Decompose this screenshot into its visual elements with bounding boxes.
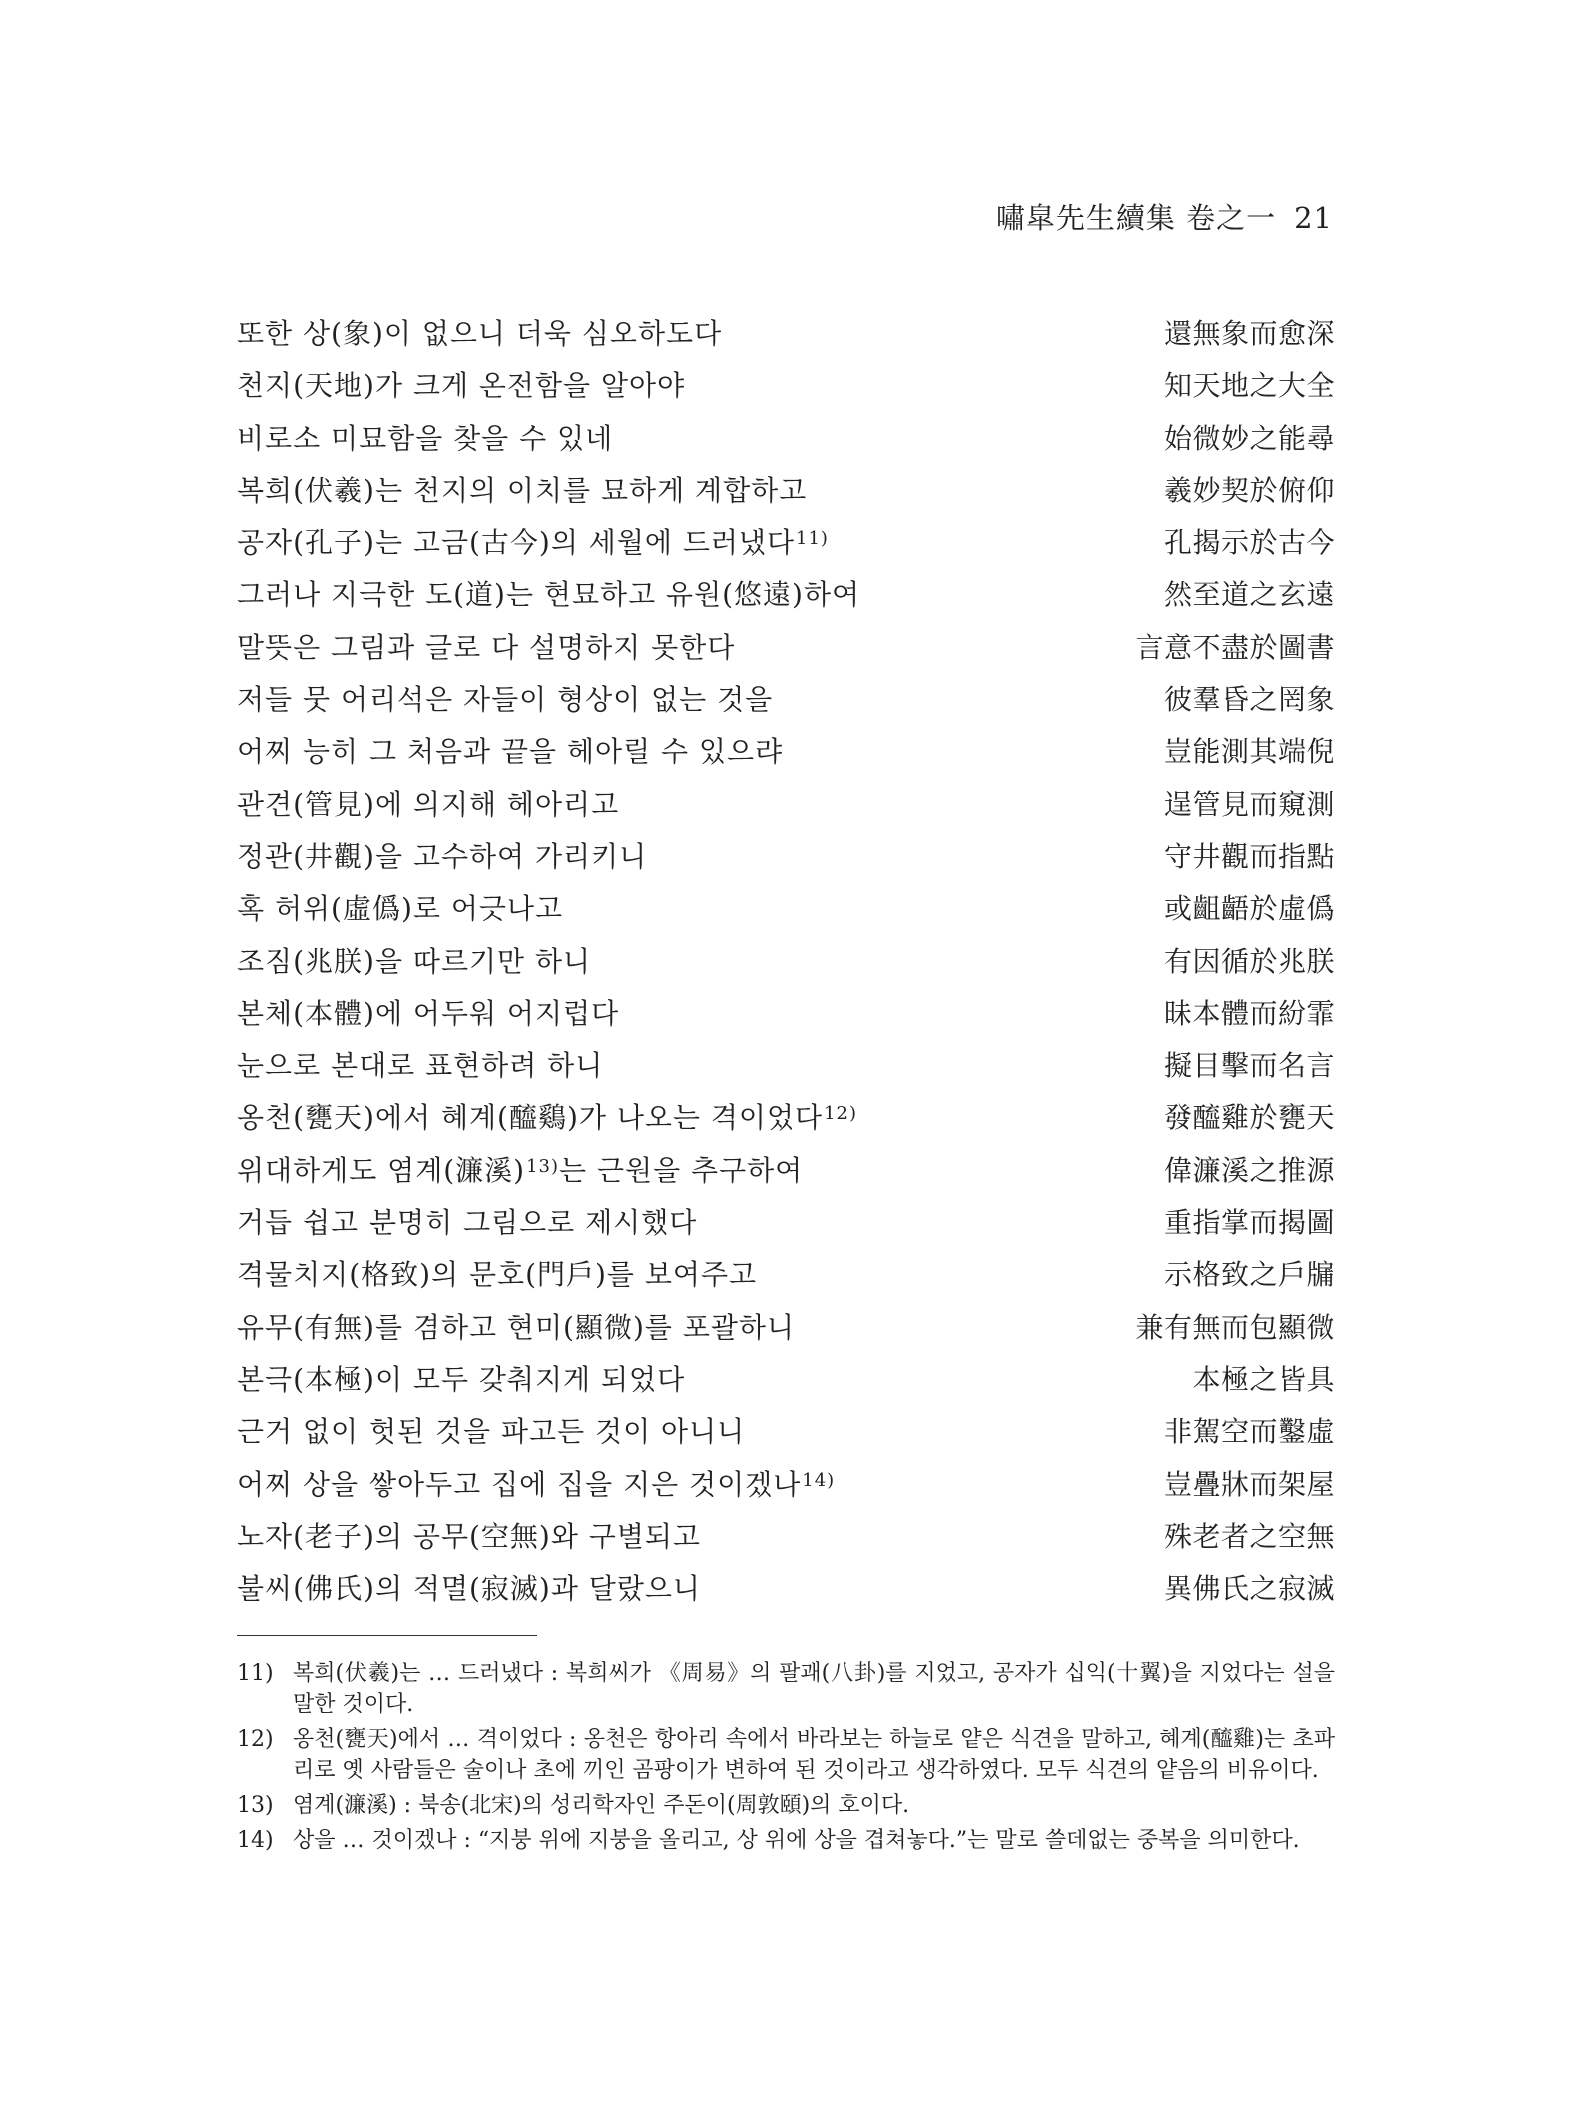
verse-hanja: 擬目擊而名言 bbox=[1163, 1049, 1335, 1083]
verse-hanja: 言意不盡於圖書 bbox=[1135, 630, 1335, 664]
verse-line bbox=[237, 1459, 1335, 1511]
footnote-marker[interactable]: 12) bbox=[824, 1103, 858, 1125]
verse-korean-wrap bbox=[237, 1459, 835, 1511]
verse-line bbox=[237, 988, 1335, 1040]
verse-korean: 비로소 미묘함을 찾을 수 있네 bbox=[237, 421, 614, 455]
verse-korean: 노자(老子)의 공무(空無)와 구별되고 bbox=[237, 1519, 701, 1553]
footnote-number: 13) bbox=[237, 1793, 274, 1818]
verse-korean: 말뜻은 그림과 글로 다 설명하지 못한다 bbox=[237, 630, 736, 664]
verse-korean: 혹 허위(虛僞)로 어긋나고 bbox=[237, 892, 564, 926]
footnote-text: 옹천(甕天)에서 … 격이었다 : 옹천은 항아리 속에서 바라보는 하늘로 얕은 식견을 말하고, 혜계(醯雞)는 초파리로 옛 사람들은 술이나 초에 끼인 곰팡이가 변하여 된 것이라고 생각하였다. 모두 식견의 얕음의 비유이다. bbox=[293, 1727, 1335, 1783]
verse-korean: 불씨(佛氏)의 적멸(寂滅)과 달랐으니 bbox=[237, 1572, 701, 1606]
verse-hanja: 非駕空而鑿虛 bbox=[1163, 1415, 1335, 1449]
verse-korean: 관견(管見)에 의지해 헤아리고 bbox=[237, 787, 620, 821]
footnote-marker[interactable]: 14) bbox=[802, 1469, 836, 1491]
footnote-number: 14) bbox=[237, 1828, 274, 1853]
verse-hanja: 殊老者之空無 bbox=[1163, 1519, 1335, 1553]
verse-hanja: 昧本體而紛霏 bbox=[1163, 996, 1335, 1030]
verse-line bbox=[237, 308, 1335, 360]
verse-hanja: 有因循於兆朕 bbox=[1163, 944, 1335, 978]
verse-hanja: 本極之皆具 bbox=[1192, 1362, 1335, 1396]
footnote-marker[interactable]: 13) bbox=[526, 1155, 560, 1177]
verse-hanja: 兼有無而包顯微 bbox=[1135, 1310, 1335, 1344]
verse-line bbox=[237, 1354, 1335, 1406]
footnote-divider bbox=[237, 1635, 537, 1636]
verse-korean-wrap bbox=[237, 517, 829, 569]
verse-hanja: 知天地之大全 bbox=[1163, 369, 1335, 403]
footnote-list bbox=[237, 1658, 1335, 1860]
verse-korean-continued: 는 근원을 추구하여 bbox=[559, 1153, 804, 1187]
verse-hanja: 重指掌而揭圖 bbox=[1163, 1206, 1335, 1240]
footnote-text: 복희(伏羲)는 … 드러냈다 : 복희씨가 《周易》의 팔괘(八卦)를 지었고, 공자가 십익(十翼)을 지었다는 설을 말한 것이다. bbox=[293, 1661, 1335, 1717]
verse-korean: 유무(有無)를 겸하고 현미(顯微)를 포괄하니 bbox=[237, 1310, 796, 1344]
verse-korean: 어찌 능히 그 처음과 끝을 헤아릴 수 있으랴 bbox=[237, 735, 784, 769]
verse-line bbox=[237, 360, 1335, 412]
verse-korean: 옹천(甕天)에서 혜계(醯鷄)가 나오는 격이었다 bbox=[237, 1101, 824, 1135]
verse-hanja: 逞管見而窺測 bbox=[1163, 787, 1335, 821]
verse-korean: 위대하게도 염계(濂溪) bbox=[237, 1153, 526, 1187]
verse-line bbox=[237, 936, 1335, 988]
verse-hanja: 偉濂溪之推源 bbox=[1163, 1153, 1335, 1187]
verse-line bbox=[237, 465, 1335, 517]
footnote bbox=[237, 1658, 1335, 1720]
verse-korean-wrap bbox=[237, 1145, 803, 1197]
verse-line bbox=[237, 517, 1335, 569]
verse-line bbox=[237, 1092, 1335, 1144]
footnote bbox=[237, 1825, 1335, 1856]
footnote-text: 상을 … 것이겠나 : “지붕 위에 지붕을 올리고, 상 위에 상을 겹쳐놓다.”는 말로 쓸데없는 중복을 의미한다. bbox=[293, 1828, 1300, 1853]
verse-hanja: 始微妙之能尋 bbox=[1163, 421, 1335, 455]
verse-line bbox=[237, 622, 1335, 674]
verse-line bbox=[237, 726, 1335, 778]
verse-korean: 정관(井觀)을 고수하여 가리키니 bbox=[237, 839, 648, 873]
footnote bbox=[237, 1724, 1335, 1786]
verse-list bbox=[237, 308, 1335, 1615]
verse-line bbox=[237, 1406, 1335, 1458]
verse-line bbox=[237, 1563, 1335, 1615]
verse-hanja: 豈疊牀而架屋 bbox=[1163, 1467, 1335, 1501]
verse-korean: 거듭 쉽고 분명히 그림으로 제시했다 bbox=[237, 1206, 698, 1240]
verse-hanja: 異佛氏之寂滅 bbox=[1163, 1572, 1335, 1606]
footnote-marker[interactable]: 11) bbox=[796, 528, 829, 550]
verse-line bbox=[237, 569, 1335, 621]
verse-hanja: 示格致之戶牖 bbox=[1163, 1258, 1335, 1292]
verse-line bbox=[237, 779, 1335, 831]
page-number: 21 bbox=[1294, 201, 1333, 235]
verse-line bbox=[237, 1040, 1335, 1092]
verse-line bbox=[237, 1197, 1335, 1249]
verse-hanja: 然至道之玄遠 bbox=[1163, 578, 1335, 612]
verse-line bbox=[237, 831, 1335, 883]
verse-korean: 눈으로 본대로 표현하려 하니 bbox=[237, 1049, 604, 1083]
verse-korean: 조짐(兆朕)을 따르기만 하니 bbox=[237, 944, 592, 978]
running-header bbox=[996, 196, 1333, 237]
verse-korean: 복희(伏羲)는 천지의 이치를 묘하게 계합하고 bbox=[237, 473, 808, 507]
verse-korean: 본극(本極)이 모두 갖춰지게 되었다 bbox=[237, 1362, 686, 1396]
verse-korean: 본체(本體)에 어두워 어지럽다 bbox=[237, 996, 620, 1030]
verse-hanja: 發醯雞於甕天 bbox=[1163, 1101, 1335, 1135]
footnote bbox=[237, 1790, 1335, 1821]
verse-korean: 근거 없이 헛된 것을 파고든 것이 아니니 bbox=[237, 1415, 746, 1449]
verse-hanja: 孔揭示於古今 bbox=[1163, 526, 1335, 560]
verse-line bbox=[237, 1302, 1335, 1354]
verse-hanja: 還無象而愈深 bbox=[1163, 317, 1335, 350]
verse-hanja: 或齟齬於虛僞 bbox=[1163, 892, 1335, 926]
verse-korean: 공자(孔子)는 고금(古今)의 세월에 드러냈다 bbox=[237, 526, 796, 560]
verse-korean-wrap bbox=[237, 1092, 857, 1144]
verse-line bbox=[237, 1511, 1335, 1563]
verse-line bbox=[237, 1145, 1335, 1197]
verse-hanja: 豈能測其端倪 bbox=[1163, 735, 1335, 769]
verse-line bbox=[237, 674, 1335, 726]
verse-hanja: 羲妙契於俯仰 bbox=[1163, 473, 1335, 507]
verse-korean: 어찌 상을 쌓아두고 집에 집을 지은 것이겠나 bbox=[237, 1467, 802, 1501]
verse-hanja: 彼羣昏之罔象 bbox=[1163, 683, 1335, 717]
verse-line bbox=[237, 1249, 1335, 1301]
footnote-text: 염계(濂溪) : 북송(北宋)의 성리학자인 주돈이(周敦頤)의 호이다. bbox=[293, 1793, 910, 1818]
verse-hanja: 守井觀而指點 bbox=[1163, 839, 1335, 873]
verse-korean: 천지(天地)가 크게 온전함을 알아야 bbox=[237, 369, 686, 403]
verse-line bbox=[237, 413, 1335, 465]
verse-korean: 그러나 지극한 도(道)는 현묘하고 유원(悠遠)하여 bbox=[237, 578, 861, 612]
verse-korean: 저들 뭇 어리석은 자들이 형상이 없는 것을 bbox=[237, 683, 774, 717]
verse-korean: 또한 상(象)이 없으니 더욱 심오하도다 bbox=[237, 317, 723, 350]
footnote-number: 11) bbox=[237, 1661, 274, 1686]
verse-line bbox=[237, 883, 1335, 935]
header-title: 嘯皐先生續集 卷之一 bbox=[995, 201, 1277, 235]
verse-korean: 격물치지(格致)의 문호(門戶)를 보여주고 bbox=[237, 1258, 758, 1292]
footnote-number: 12) bbox=[237, 1727, 274, 1752]
